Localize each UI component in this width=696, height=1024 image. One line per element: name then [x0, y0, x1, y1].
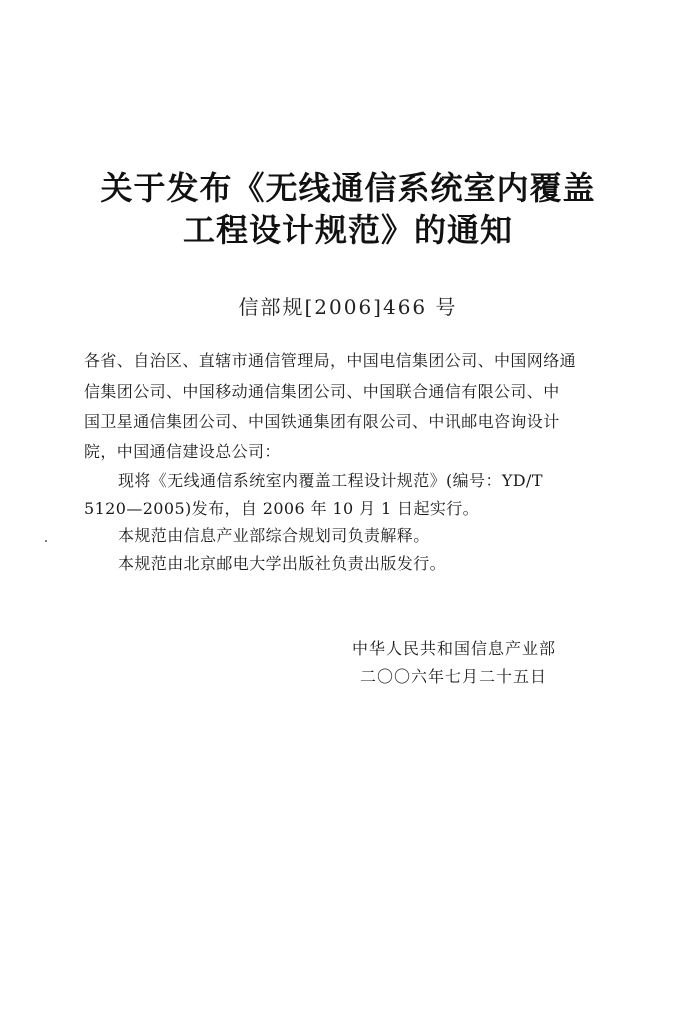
addressees-line-3: 国卫星通信集团公司、中国铁通集团有限公司、中讯邮电咨询设计 [84, 412, 560, 431]
paragraph-1-line-1: 现将《无线通信系统室内覆盖工程设计规范》(编号：YD/T [118, 471, 543, 490]
paragraph-1-line-2: 5120—2005)发布，自 2006 年 10 月 1 日起实行。 [84, 499, 480, 518]
paragraph-3: 本规范由北京邮电大学出版社负责出版发行。 [118, 554, 447, 573]
scan-speck [45, 540, 47, 542]
addressees-line-4: 院，中国通信建设总公司： [84, 442, 281, 461]
notice-title-line-1: 关于发布《无线通信系统室内覆盖 [100, 169, 596, 207]
issuer-name: 中华人民共和国信息产业部 [352, 639, 557, 658]
paragraph-2: 本规范由信息产业部综合规划司负责解释。 [118, 526, 430, 545]
notice-title-line-2: 工程设计规范》的通知 [182, 211, 513, 249]
addressees-line-2: 信集团公司、中国移动通信集团公司、中国联合通信有限公司、中 [84, 382, 560, 401]
issue-date: 二〇〇六年七月二十五日 [360, 667, 548, 686]
addressees-line-1: 各省、自治区、直辖市通信管理局，中国电信集团公司、中国网络通 [84, 351, 577, 370]
document-number: 信部规[2006]466 号 [238, 295, 458, 319]
